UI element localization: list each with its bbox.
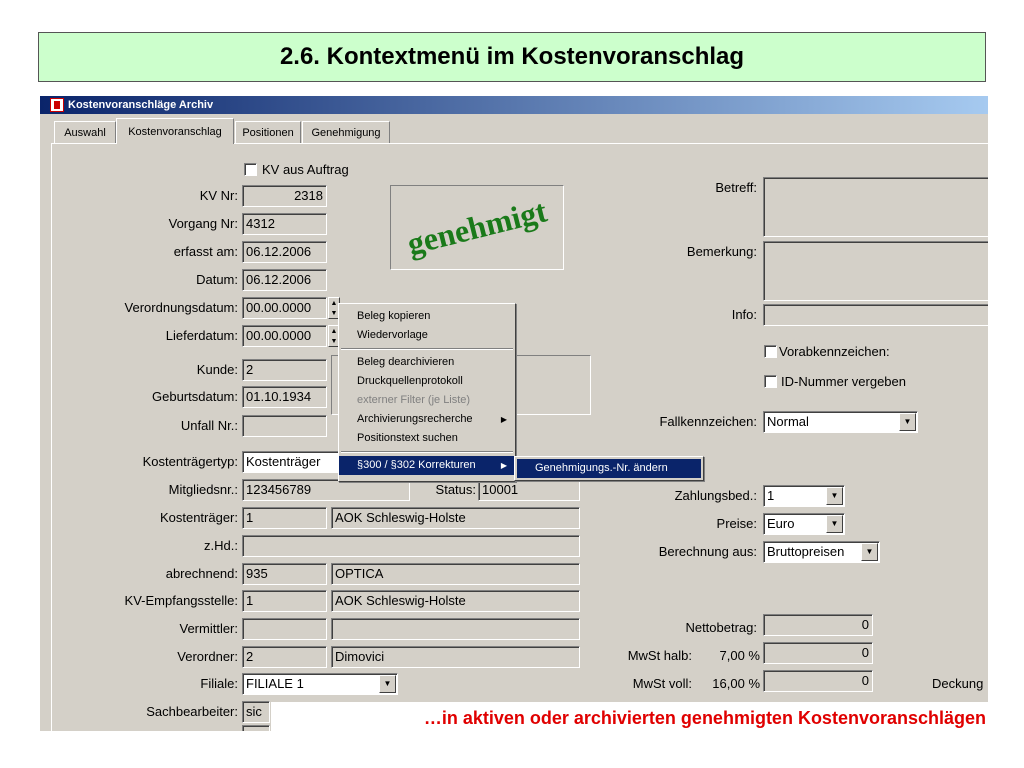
app-icon <box>50 98 64 112</box>
verordner-label: Verordner: <box>177 649 238 664</box>
kostentraegertyp-select[interactable] <box>242 451 342 473</box>
dropdown-arrow-icon[interactable]: ▼ <box>826 515 843 533</box>
verordner-name-field[interactable]: Dimovici <box>331 646 580 668</box>
deckung-label: Deckung <box>932 676 984 691</box>
berechnung-value: Bruttopreisen <box>767 544 845 559</box>
tab-auswahl[interactable]: Auswahl <box>54 121 116 143</box>
fallkenn-label: Fallkennzeichen: <box>659 414 757 429</box>
menu-item-beleg-dearchivieren[interactable]: Beleg dearchivieren <box>357 356 455 368</box>
dropdown-arrow-icon[interactable]: ▼ <box>826 487 843 505</box>
vermittler-name-field[interactable] <box>331 618 580 640</box>
erfasst-label: erfasst am: <box>173 244 238 259</box>
datum-label: Datum: <box>196 272 238 287</box>
fallkenn-select[interactable] <box>763 411 918 433</box>
zahlung-label: Zahlungsbed.: <box>674 488 757 503</box>
mwst-halb-label: MwSt halb: <box>627 648 692 663</box>
info-field[interactable] <box>763 304 988 326</box>
kv-aus-auftrag-label: KV aus Auftrag <box>262 162 349 177</box>
erfasst-field[interactable]: 06.12.2006 <box>242 241 327 263</box>
archive-window <box>40 96 988 731</box>
vorab-label: Vorabkennzeichen: <box>779 344 890 359</box>
empfang-nr-field[interactable]: 1 <box>242 590 327 612</box>
vermittler-nr-field[interactable] <box>242 618 327 640</box>
kostentraegertyp-value: Kostenträger <box>246 454 321 469</box>
netto-field[interactable]: 0 <box>763 614 873 636</box>
tab-kostenvoranschlag[interactable]: Kostenvoranschlag <box>116 118 234 144</box>
vorab-checkbox[interactable] <box>764 345 777 358</box>
abrechnend-name-field[interactable]: OPTICA <box>331 563 580 585</box>
menu-item-korrekturen[interactable] <box>339 456 515 475</box>
bemerkung-label: Bemerkung: <box>686 244 757 259</box>
dropdown-arrow-icon[interactable]: ▼ <box>899 413 916 431</box>
mwst-halb-pct: 7,00 % <box>719 648 760 663</box>
menu-item-wiedervorlage[interactable]: Wiedervorlage <box>357 329 428 341</box>
zahlung-value: 1 <box>767 488 775 503</box>
kunde-field[interactable]: 2 <box>242 359 327 381</box>
slide-title: 2.6. Kontextmenü im Kostenvoranschlag <box>38 32 986 82</box>
context-menu <box>338 303 516 482</box>
sachbearbeiter-field[interactable]: sic <box>242 701 270 723</box>
vermittler-label: Vermittler: <box>179 621 238 636</box>
mwst-halb-field[interactable]: 0 <box>763 642 873 664</box>
kostentraeger-name-field[interactable]: AOK Schleswig-Holste <box>331 507 580 529</box>
mitgliedsnr-label: Mitgliedsnr.: <box>168 482 238 497</box>
korrekturen-submenu <box>514 456 704 481</box>
mwst-voll-pct: 16,00 % <box>712 676 760 691</box>
status-label: Status: <box>435 482 476 497</box>
unfall-label: Unfall Nr.: <box>180 418 238 433</box>
kostentraegertyp-label: Kostenträgertyp: <box>142 454 238 469</box>
lieferdatum-field[interactable]: 00.00.0000 <box>242 325 327 347</box>
tab-genehmigung[interactable]: Genehmigung <box>302 121 390 143</box>
kv-nr-label: KV Nr: <box>199 188 238 203</box>
abrechnend-nr-field[interactable]: 935 <box>242 563 327 585</box>
empfang-label: KV-Empfangsstelle: <box>124 593 238 608</box>
menu-item-druckquellenprotokoll[interactable]: Druckquellenprotokoll <box>357 375 463 387</box>
kostentraeger-nr-field[interactable]: 1 <box>242 507 327 529</box>
extra-field[interactable] <box>242 725 270 731</box>
kv-nr-field[interactable]: 2318 <box>242 185 327 207</box>
fallkenn-value: Normal <box>767 414 809 429</box>
dropdown-arrow-icon[interactable]: ▼ <box>861 543 878 561</box>
berechnung-label: Berechnung aus: <box>658 544 757 559</box>
preise-label: Preise: <box>716 516 757 531</box>
caption-box <box>271 702 988 734</box>
empfang-name-field[interactable]: AOK Schleswig-Holste <box>331 590 580 612</box>
netto-label: Nettobetrag: <box>685 620 757 635</box>
menu-item-genehmigungsnr-aendern[interactable]: Genehmigungs.-Nr. ändern <box>517 459 701 478</box>
mitgliedsnr-field[interactable]: 123456789 <box>242 479 410 501</box>
verordnungsdatum-field[interactable]: 00.00.0000 <box>242 297 327 319</box>
submenu-arrow-icon: ▶ <box>500 415 507 424</box>
verordnungsdatum-spinner[interactable]: ▲ ▼ <box>328 297 340 319</box>
unfall-field[interactable] <box>242 415 327 437</box>
kunde-label: Kunde: <box>196 362 238 377</box>
window-title: Kostenvoranschläge Archiv <box>68 99 214 111</box>
window-titlebar[interactable] <box>40 96 988 114</box>
zhd-label: z.Hd.: <box>204 538 238 553</box>
bemerkung-field[interactable] <box>763 241 988 301</box>
slide-caption: …in aktiven oder archivierten genehmigten Kostenvoranschlägen <box>423 707 986 728</box>
preise-select[interactable] <box>763 513 845 535</box>
betreff-field[interactable] <box>763 177 988 237</box>
zahlung-select[interactable] <box>763 485 845 507</box>
menu-item-externer-filter[interactable]: externer Filter (je Liste) <box>357 394 471 406</box>
menu-item-archivierungsrecherche-label: Archivierungsrecherche <box>357 413 473 425</box>
vorgang-label: Vorgang Nr: <box>168 216 238 231</box>
status-field[interactable]: 10001 <box>478 479 580 501</box>
menu-separator <box>341 348 513 350</box>
mwst-voll-label: MwSt voll: <box>632 676 692 691</box>
approval-stamp-box <box>390 185 564 270</box>
preise-value: Euro <box>767 516 795 531</box>
verordner-nr-field[interactable]: 2 <box>242 646 327 668</box>
kostentraeger-label: Kostenträger: <box>159 510 238 525</box>
betreff-label: Betreff: <box>715 180 757 195</box>
mwst-voll-field[interactable]: 0 <box>763 670 873 692</box>
menu-separator <box>341 451 513 453</box>
idnr-checkbox[interactable] <box>764 375 777 388</box>
verordnungsdatum-label: Verordnungsdatum: <box>124 300 238 315</box>
menu-item-beleg-kopieren[interactable]: Beleg kopieren <box>357 310 431 322</box>
sachbearbeiter-label: Sachbearbeiter: <box>146 704 238 719</box>
lieferdatum-spinner[interactable]: ▲ ▼ <box>328 325 340 347</box>
filiale-label: Filiale: <box>200 676 238 691</box>
submenu-arrow-icon: ▶ <box>500 461 507 470</box>
vorgang-field[interactable]: 4312 <box>242 213 327 235</box>
abrechnend-label: abrechnend: <box>165 566 238 581</box>
filiale-select[interactable] <box>242 673 398 695</box>
zhd-field[interactable] <box>242 535 580 557</box>
lieferdatum-label: Lieferdatum: <box>165 328 238 343</box>
idnr-label: ID-Nummer vergeben <box>781 374 906 389</box>
tab-positionen[interactable]: Positionen <box>235 121 301 143</box>
menu-item-positionstext-suchen[interactable]: Positionstext suchen <box>357 432 458 444</box>
geburtsdatum-field[interactable]: 01.10.1934 <box>242 386 327 408</box>
filiale-value: FILIALE 1 <box>246 676 304 691</box>
menu-item-archivierungsrecherche[interactable] <box>339 410 515 429</box>
berechnung-select[interactable] <box>763 541 880 563</box>
approval-stamp: genehmigt <box>403 192 551 262</box>
menu-item-korrekturen-label: §300 / §302 Korrekturen <box>357 459 476 471</box>
dropdown-arrow-icon[interactable]: ▼ <box>379 675 396 693</box>
datum-field[interactable]: 06.12.2006 <box>242 269 327 291</box>
kv-aus-auftrag-checkbox[interactable] <box>244 163 257 176</box>
info-label: Info: <box>731 307 757 322</box>
geburtsdatum-label: Geburtsdatum: <box>152 389 238 404</box>
